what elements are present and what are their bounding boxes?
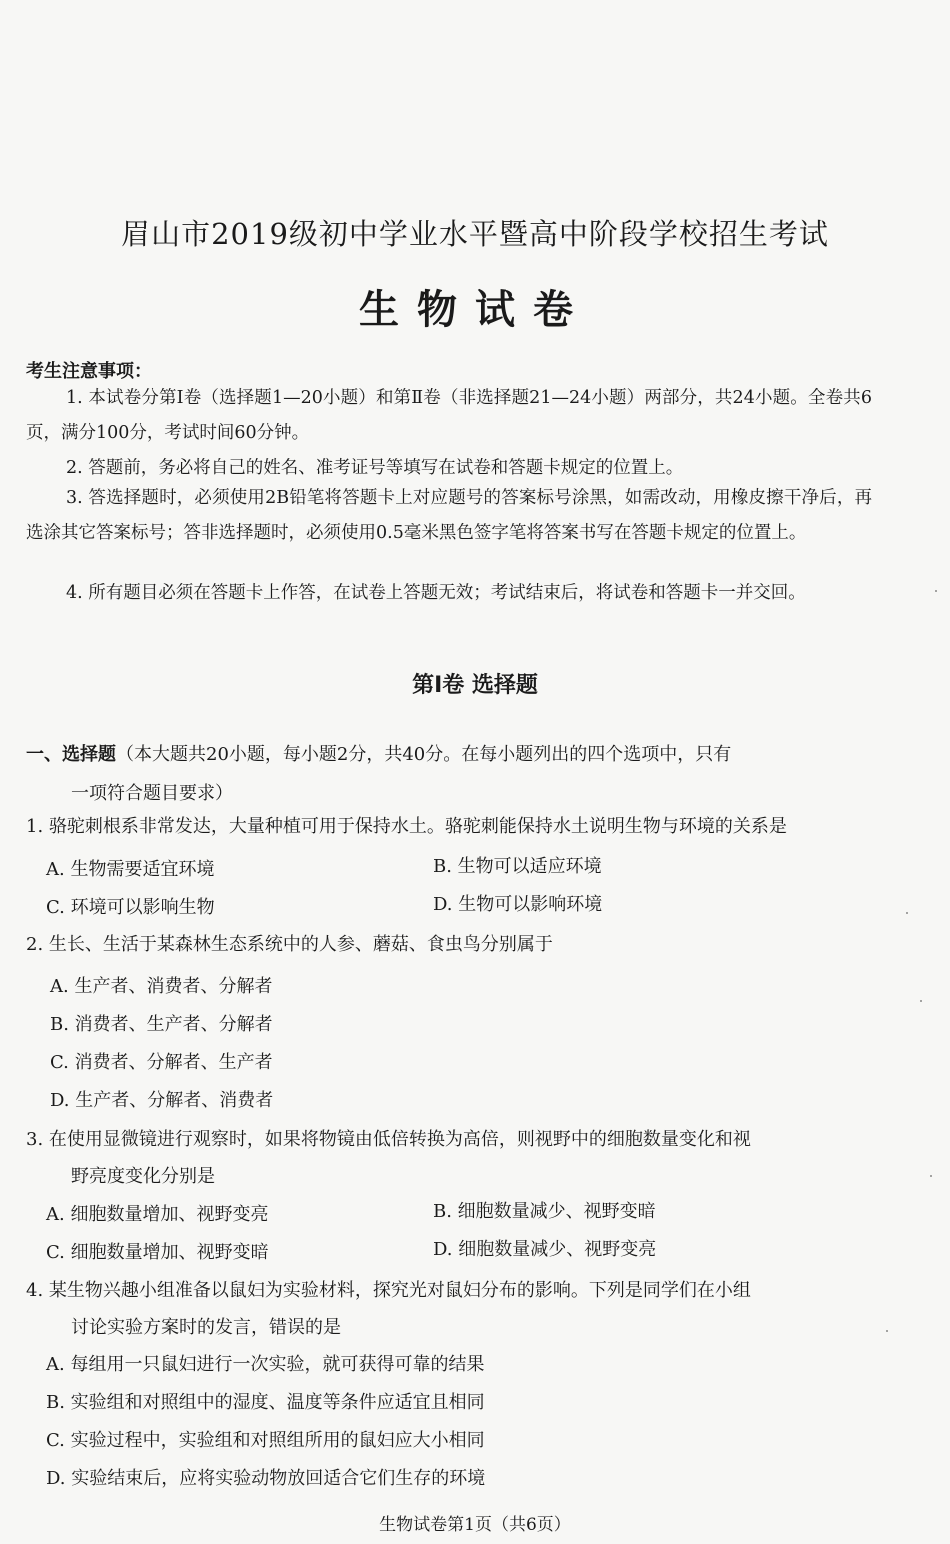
option-d: D. 细胞数量减少、视野变亮 <box>433 1239 657 1260</box>
scan-speck <box>935 590 937 592</box>
option-c: C. 细胞数量增加、视野变暗 <box>46 1242 269 1263</box>
subject-title: 生物试卷 <box>359 287 591 333</box>
option-c: C. 消费者、分解者、生产者 <box>50 1052 273 1073</box>
part-desc-line1: （本大题共20小题，每小题2分，共40分。在每小题列出的四个选项中，只有 <box>116 744 732 765</box>
option-a: A. 细胞数量增加、视野变亮 <box>46 1204 269 1225</box>
scan-speck <box>906 912 908 914</box>
question-stem-cont: 野亮度变化分别是 <box>71 1166 215 1187</box>
option-d: D. 实验结束后，应将实验动物放回适合它们生存的环境 <box>46 1468 486 1489</box>
question-stem: 3. 在使用显微镜进行观察时，如果将物镜由低倍转换为高倍，则视野中的细胞数量变化和视 <box>26 1129 751 1150</box>
question-stem: 4. 某生物兴趣小组准备以鼠妇为实验材料，探究光对鼠妇分布的影响。下列是同学们在小组 <box>26 1280 751 1301</box>
page-footer: 生物试卷第1页（共6页） <box>379 1515 571 1535</box>
question-stem: 1. 骆驼刺根系非常发达，大量种植可用于保持水土。骆驼刺能保持水土说明生物与环境的关系是 <box>26 816 787 837</box>
option-b: B. 实验组和对照组中的湿度、温度等条件应适宜且相同 <box>46 1392 485 1413</box>
scan-speck <box>886 1330 888 1332</box>
option-a: A. 每组用一只鼠妇进行一次实验，就可获得可靠的结果 <box>46 1354 485 1375</box>
scan-speck <box>920 1000 922 1002</box>
option-b: B. 生物可以适应环境 <box>433 856 602 877</box>
scan-speck <box>930 1175 932 1177</box>
notice-heading: 考生注意事项： <box>26 361 152 382</box>
question-stem: 2. 生长、生活于某森林生态系统中的人参、蘑菇、食虫鸟分别属于 <box>26 934 553 955</box>
option-a: A. 生物需要适宜环境 <box>46 859 215 880</box>
option-c: C. 环境可以影响生物 <box>46 897 215 918</box>
notice-item: 4. 所有题目必须在答题卡上作答，在试卷上答题无效；考试结束后，将试卷和答题卡一并交回。 <box>66 583 806 603</box>
option-d: D. 生物可以影响环境 <box>433 894 603 915</box>
part-lead: 一、选择题 <box>26 744 116 765</box>
option-c: C. 实验过程中，实验组和对照组所用的鼠妇应大小相同 <box>46 1430 485 1451</box>
exam-title: 眉山市2019级初中学业水平暨高中阶段学校招生考试 <box>121 217 829 251</box>
notice-item: 3. 答选择题时，必须使用2B铅笔将答题卡上对应题号的答案标号涂黑，如需改动，用橡皮擦干净后，再选涂其它答案标号；答非选择题时，必须使用0.5毫米黑色签字笔将答案书写在答题卡规定的位置上。 <box>26 488 872 543</box>
option-a: A. 生产者、消费者、分解者 <box>50 976 273 997</box>
notice-item: 1. 本试卷分第Ⅰ卷（选择题1—20小题）和第Ⅱ卷（非选择题21—24小题）两部分，共24小题。全卷共6页，满分100分，考试时间60分钟。 <box>26 388 872 443</box>
notice-item: 2. 答题前，务必将自己的姓名、准考证号等填写在试卷和答题卡规定的位置上。 <box>66 458 684 478</box>
section-title: 第Ⅰ卷 选择题 <box>412 673 538 698</box>
question-stem-cont: 讨论实验方案时的发言，错误的是 <box>71 1317 341 1338</box>
option-b: B. 消费者、生产者、分解者 <box>50 1014 273 1035</box>
part-desc-line2: 一项符合题目要求） <box>71 783 233 804</box>
option-d: D. 生产者、分解者、消费者 <box>50 1090 274 1111</box>
part-instructions <box>26 736 872 774</box>
option-b: B. 细胞数量减少、视野变暗 <box>433 1201 656 1222</box>
